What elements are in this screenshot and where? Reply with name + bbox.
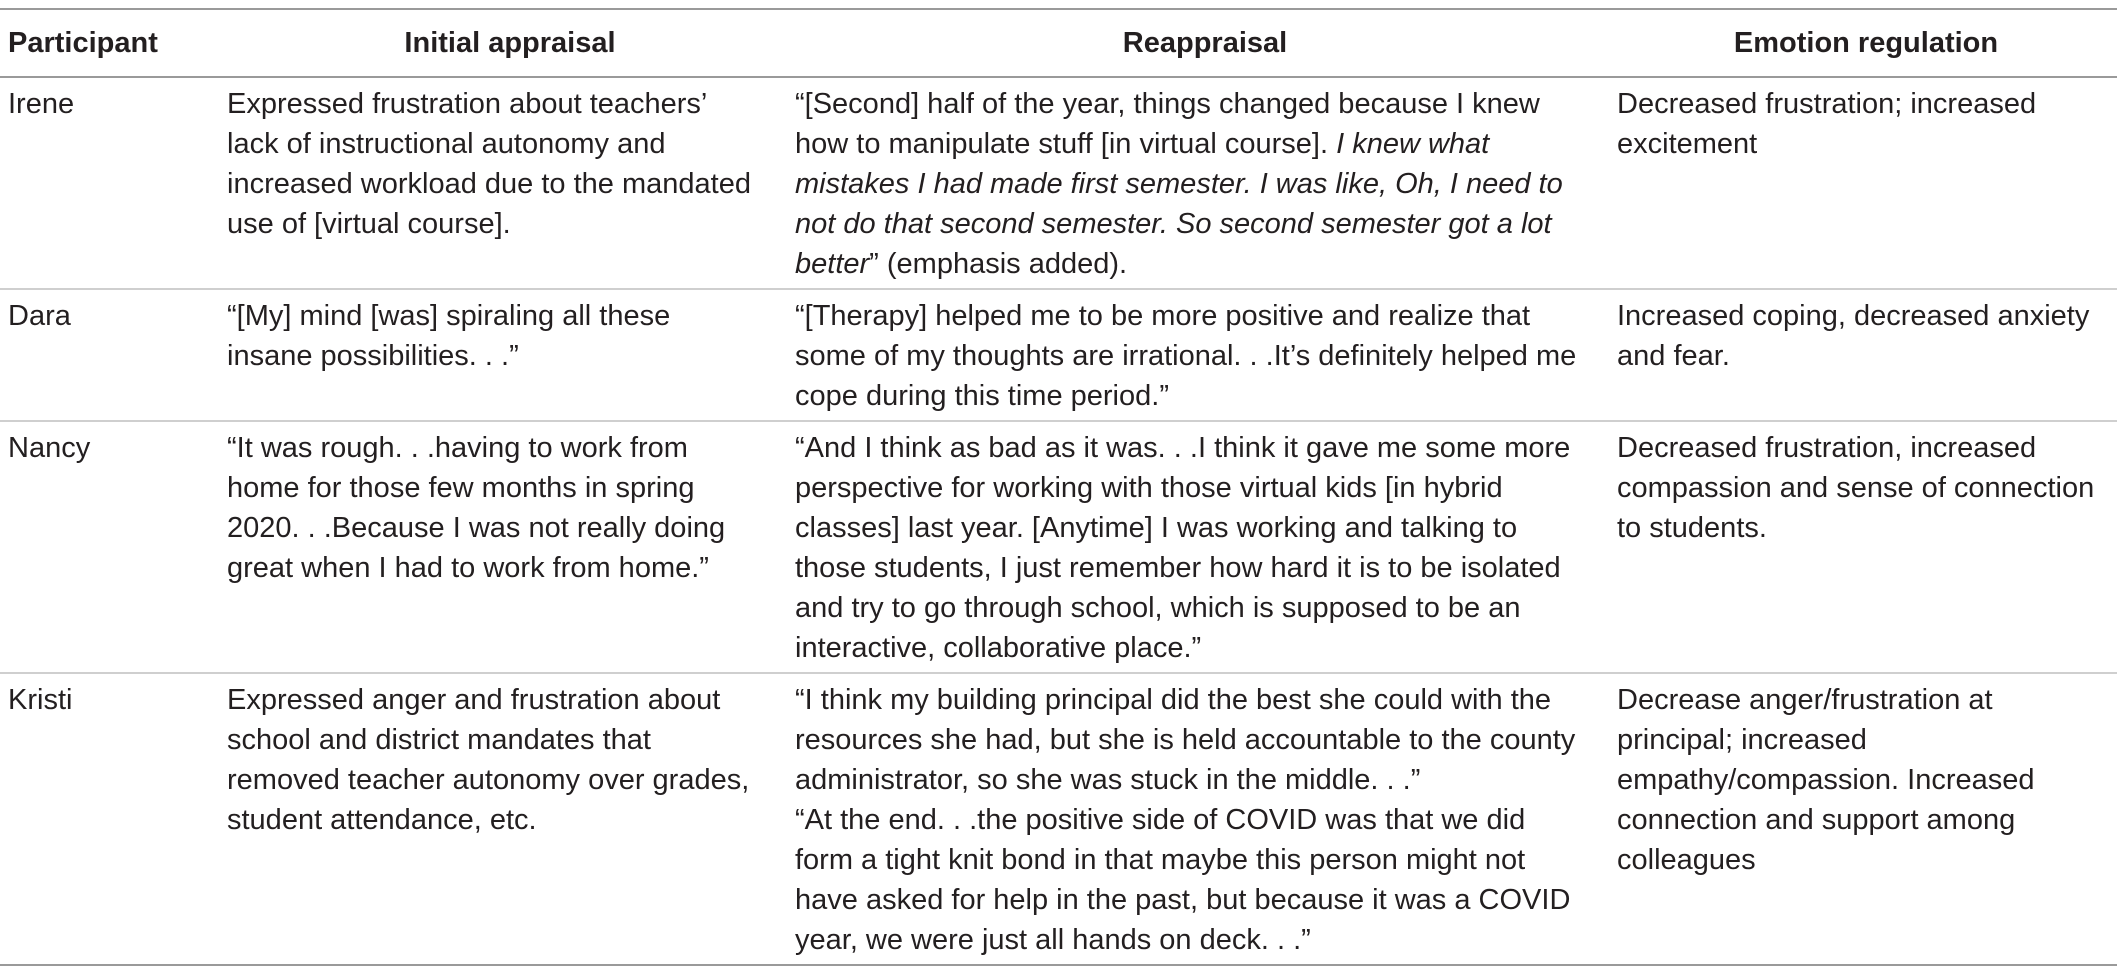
header-row — [0, 9, 2117, 77]
reappraisal-cell: “And I think as bad as it was. . .I think it gave me some more perspective for working with those virtual kids [in hybrid classes] last year. [Anytime] I was working and talking to those students, I just remember how hard it is to be isolated and try to go through school, which is supposed to be an interactive, collaborative place.” — [795, 421, 1615, 673]
emotion-regulation-text: Increased connection and support among colleagues — [1617, 764, 2035, 876]
table-row — [0, 77, 2117, 289]
reappraisal-cell — [795, 673, 1615, 965]
table-row — [0, 673, 2117, 965]
participant-cell: Dara — [0, 289, 225, 421]
emotion-regulation-cell: Decreased frustration, increased compassion and sense of connection to students. — [1615, 421, 2117, 673]
emotion-regulation-text: Decrease anger/frustration at principal; increased empathy/compassion. — [1617, 684, 1993, 796]
reappraisal-quote: “I think my building principal did the best she could with the resources she had, but she is held accountable to the county administrator, so she was stuck in the middle. . .” — [795, 684, 1576, 796]
reappraisal-cell — [795, 77, 1615, 289]
header-reappraisal: Reappraisal — [795, 9, 1615, 77]
emotion-regulation-cell — [1615, 673, 2117, 965]
header-emotion-regulation: Emotion regulation — [1615, 9, 2117, 77]
table-body — [0, 77, 2117, 965]
reappraisal-note: ” (emphasis added). — [869, 248, 1128, 280]
emotion-regulation-cell: Increased coping, decreased anxiety and fear. — [1615, 289, 2117, 421]
initial-appraisal-cell: “It was rough. . .having to work from home for those few months in spring 2020. . .Because I was not really doing great when I had to work from home.” — [225, 421, 795, 673]
header-participant: Participant — [0, 9, 225, 77]
emotion-regulation-cell: Decreased frustration; increased excitement — [1615, 77, 2117, 289]
reappraisal-text: “[Second] half of the year, things changed because I knew how to manipulate stuff [in virtual course]. — [795, 88, 1540, 160]
reappraisal-emphasis: I knew what mistakes I had made first semester. I was like, Oh, I need to not do that second semester. So second semester got a lot better — [795, 128, 1563, 280]
participant-cell: Irene — [0, 77, 225, 289]
data-table — [0, 8, 2117, 966]
table-row — [0, 289, 2117, 421]
reappraisal-quote: “At the end. . .the positive side of COVID was that we did form a tight knit bond in that maybe this person might not have asked for help in the past, but because it was a COVID year, we were just all hands on deck. . .” — [795, 804, 1571, 956]
table-row — [0, 421, 2117, 673]
reappraisal-cell: “[Therapy] helped me to be more positive and realize that some of my thoughts are irrational. . .It’s definitely helped me cope during this time period.” — [795, 289, 1615, 421]
header-initial-appraisal: Initial appraisal — [225, 9, 795, 77]
initial-appraisal-cell: Expressed frustration about teachers’ lack of instructional autonomy and increased workload due to the mandated use of [virtual course]. — [225, 77, 795, 289]
initial-appraisal-cell: Expressed anger and frustration about school and district mandates that removed teacher autonomy over grades, student attendance, etc. — [225, 673, 795, 965]
participant-cell: Kristi — [0, 673, 225, 965]
initial-appraisal-cell: “[My] mind [was] spiraling all these insane possibilities. . .” — [225, 289, 795, 421]
table-header — [0, 9, 2117, 77]
participant-cell: Nancy — [0, 421, 225, 673]
